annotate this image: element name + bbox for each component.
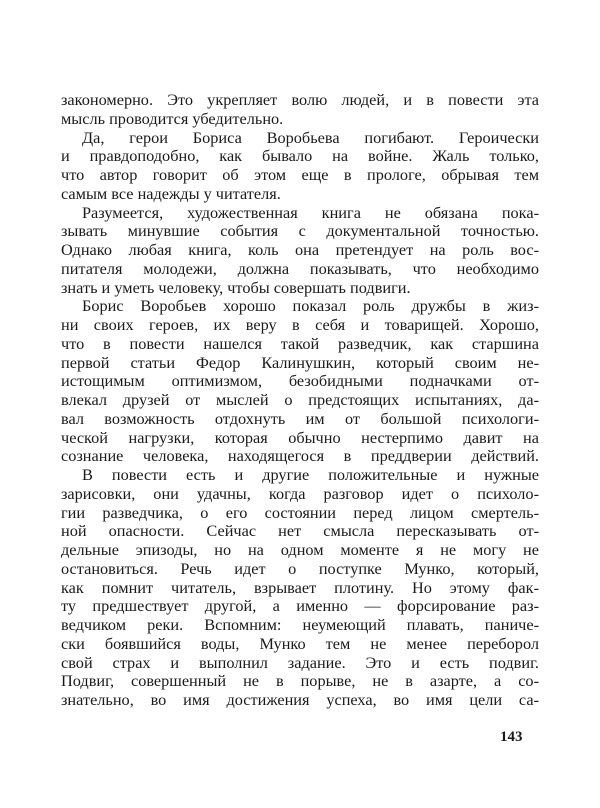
text-line: истощимым оптимизмом, безобидными подначками от- (61, 371, 539, 391)
text-line: ту предшествует другой, а именно — форсирование раз- (61, 596, 539, 616)
text-line: Да, герои Бориса Воробьева погибают. Героически (82, 127, 539, 147)
text-line: дельные эпизоды, но на одном моменте я не могу не (61, 540, 539, 559)
text-line: мысль проводится убедительно. (61, 108, 284, 128)
text-line: что автор говорит об этом еще в прологе, обрывая тем (61, 165, 539, 184)
text-line: знать и уметь человеку, чтобы совершать подвиги. (61, 277, 411, 297)
text-line: зывать минувшие события с документальной точностью. (61, 221, 539, 241)
text-line: и правдоподобно, как бывало на войне. Жаль только, (61, 146, 539, 166)
text-line: Однако любая книга, коль она претендует на роль вос- (61, 240, 539, 259)
text-line: вал возможность отдохнуть им от большой психологи- (61, 408, 539, 428)
page-number: 143 (500, 729, 523, 745)
text-line: закономерно. Это укрепляет волю людей, и в повести эта (61, 90, 539, 109)
text-line: Разумеется, художественная книга не обязана пока- (82, 202, 539, 222)
text-line: остановиться. Речь идет о поступке Мунко, который, (61, 558, 539, 578)
text-line: ной опасности. Сейчас нет смысла пересказывать от- (61, 521, 539, 541)
text-line: В повести есть и другие положительные и нужные (82, 465, 539, 484)
text-line: ни своих героев, их веру в себя и товарищей. Хорошо, (61, 315, 539, 334)
text-line: что в повести нашелся такой разведчик, как старшина (61, 333, 539, 353)
text-line: сознание человека, находящегося в преддверии действий. (61, 446, 539, 466)
text-line: питателя молодежи, должна показывать, что необходимо (61, 258, 539, 278)
text-line: самым все надежды у читателя. (61, 183, 281, 203)
text-line: Борис Воробьев хорошо показал роль дружбы в жиз- (82, 296, 539, 316)
text-line: ведчиком реки. Вспомним: неумеющий плавать, паниче- (61, 615, 539, 634)
text-line: зарисовки, они удачны, когда разговор идет о психоло- (61, 483, 539, 503)
text-line: ческой нагрузки, которая обычно нестерпимо давит на (61, 427, 539, 447)
page-body-text (61, 91, 539, 710)
text-line: как помнит читатель, взрывает плотину. Но этому фак- (61, 577, 539, 597)
text-line: первой статьи Федор Калинушкин, который своим не- (61, 352, 539, 372)
text-line: гии разведчика, о его состоянии перед лицом смертель- (61, 502, 539, 522)
text-line: свой страх и выполнил задание. Это и есть подвиг. (61, 652, 539, 672)
text-line: Подвиг, совершенный не в порыве, не в азарте, а со- (61, 671, 539, 691)
text-line: ски боявшийся воды, Мунко тем не менее переборол (61, 633, 539, 653)
text-line: влекал друзей от мыслей о предстоящих испытаниях, да- (61, 390, 539, 409)
text-line: знательно, во имя достижения успеха, во имя цели са- (61, 690, 539, 709)
